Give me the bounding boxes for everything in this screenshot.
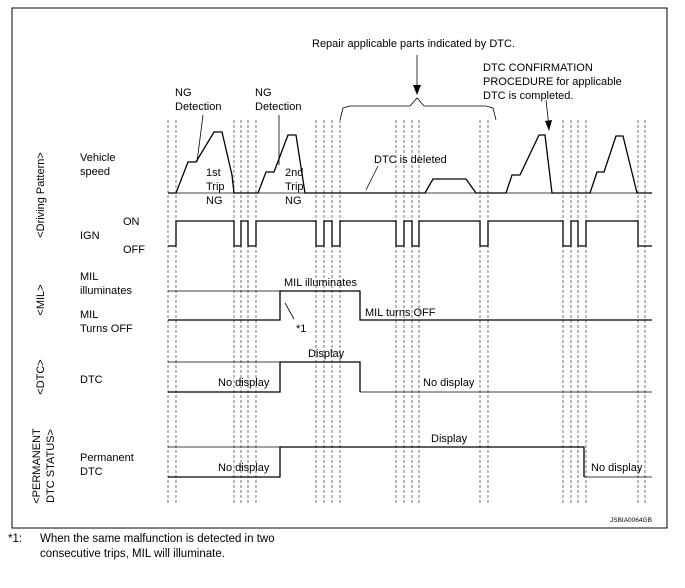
- dtc-confirmation-arrowhead: [545, 120, 552, 131]
- dtc-confirmation-line-2: PROCEDURE for applicable: [483, 76, 622, 88]
- row-permanent-1: Permanent: [80, 452, 134, 464]
- trip1-line-2: Trip: [206, 181, 225, 193]
- dtc-confirmation-line-1: DTC CONFIRMATION: [483, 62, 593, 74]
- row-vehicle-speed-1: Vehicle: [80, 152, 116, 164]
- trip2-line-1: 2nd: [285, 167, 304, 179]
- row-ign-off: OFF: [123, 244, 145, 256]
- group-mil: <MIL>: [35, 284, 47, 316]
- perm-no-display-1: No display: [218, 462, 270, 474]
- repair-bracket: [340, 98, 496, 120]
- dtc-no-display-2: No display: [423, 377, 475, 389]
- trip1-line-1: 1st: [206, 167, 221, 179]
- star1-label: *1: [296, 323, 307, 335]
- trip2-line-3: NG: [285, 195, 302, 207]
- group-dtc: <DTC>: [35, 359, 47, 395]
- row-mil-bottom-2: Turns OFF: [80, 323, 133, 335]
- trip1-line-3: NG: [206, 195, 223, 207]
- row-vehicle-speed-2: speed: [80, 166, 110, 178]
- group-permanent-1: <PERMANENT: [31, 428, 43, 504]
- footnote-text: When the same malfunction is detected in two consecutive trips, MIL will illuminate.: [40, 533, 275, 560]
- mil-illuminates-label: MIL illuminates: [284, 277, 357, 289]
- ign-signal: [168, 221, 652, 246]
- repair-label: Repair applicable parts indicated by DTC.: [312, 38, 515, 50]
- footnote-mark: *1:: [8, 533, 23, 545]
- row-dtc: DTC: [80, 374, 103, 386]
- dtc-confirmation-line-3: DTC is completed.: [483, 90, 574, 102]
- group-permanent-2: DTC STATUS>: [45, 429, 57, 503]
- dtc-no-display-1: No display: [218, 377, 270, 389]
- ng-detection-2-line-2: Detection: [255, 101, 302, 113]
- ng-detection-1-line-2: Detection: [175, 101, 222, 113]
- perm-display-label: Display: [431, 433, 468, 445]
- dtc-display-label: Display: [308, 348, 345, 360]
- dtc-deleted-pointer: [366, 166, 378, 190]
- group-driving-pattern: <Driving Pattern>: [35, 152, 47, 238]
- star1-pointer: [285, 303, 294, 319]
- row-mil-bottom-1: MIL: [80, 309, 99, 321]
- row-ign-on: ON: [123, 216, 140, 228]
- footnote: [8, 532, 308, 562]
- row-mil-top-1: MIL: [80, 271, 99, 283]
- perm-no-display-2: No display: [591, 462, 643, 474]
- mil-turns-off-label: MIL turns OFF: [365, 307, 436, 319]
- ng-detection-1-line-1: NG: [175, 87, 192, 99]
- trip2-line-2: Trip: [285, 181, 304, 193]
- row-ign: IGN: [80, 230, 100, 242]
- row-permanent-2: DTC: [80, 466, 103, 478]
- row-mil-top-2: illuminates: [80, 285, 132, 297]
- image-code: JSBIA0064GB: [610, 517, 652, 524]
- repair-arrowhead: [413, 85, 421, 95]
- dtc-deleted-label: DTC is deleted: [374, 154, 447, 166]
- ng-detection-2-line-1: NG: [255, 87, 272, 99]
